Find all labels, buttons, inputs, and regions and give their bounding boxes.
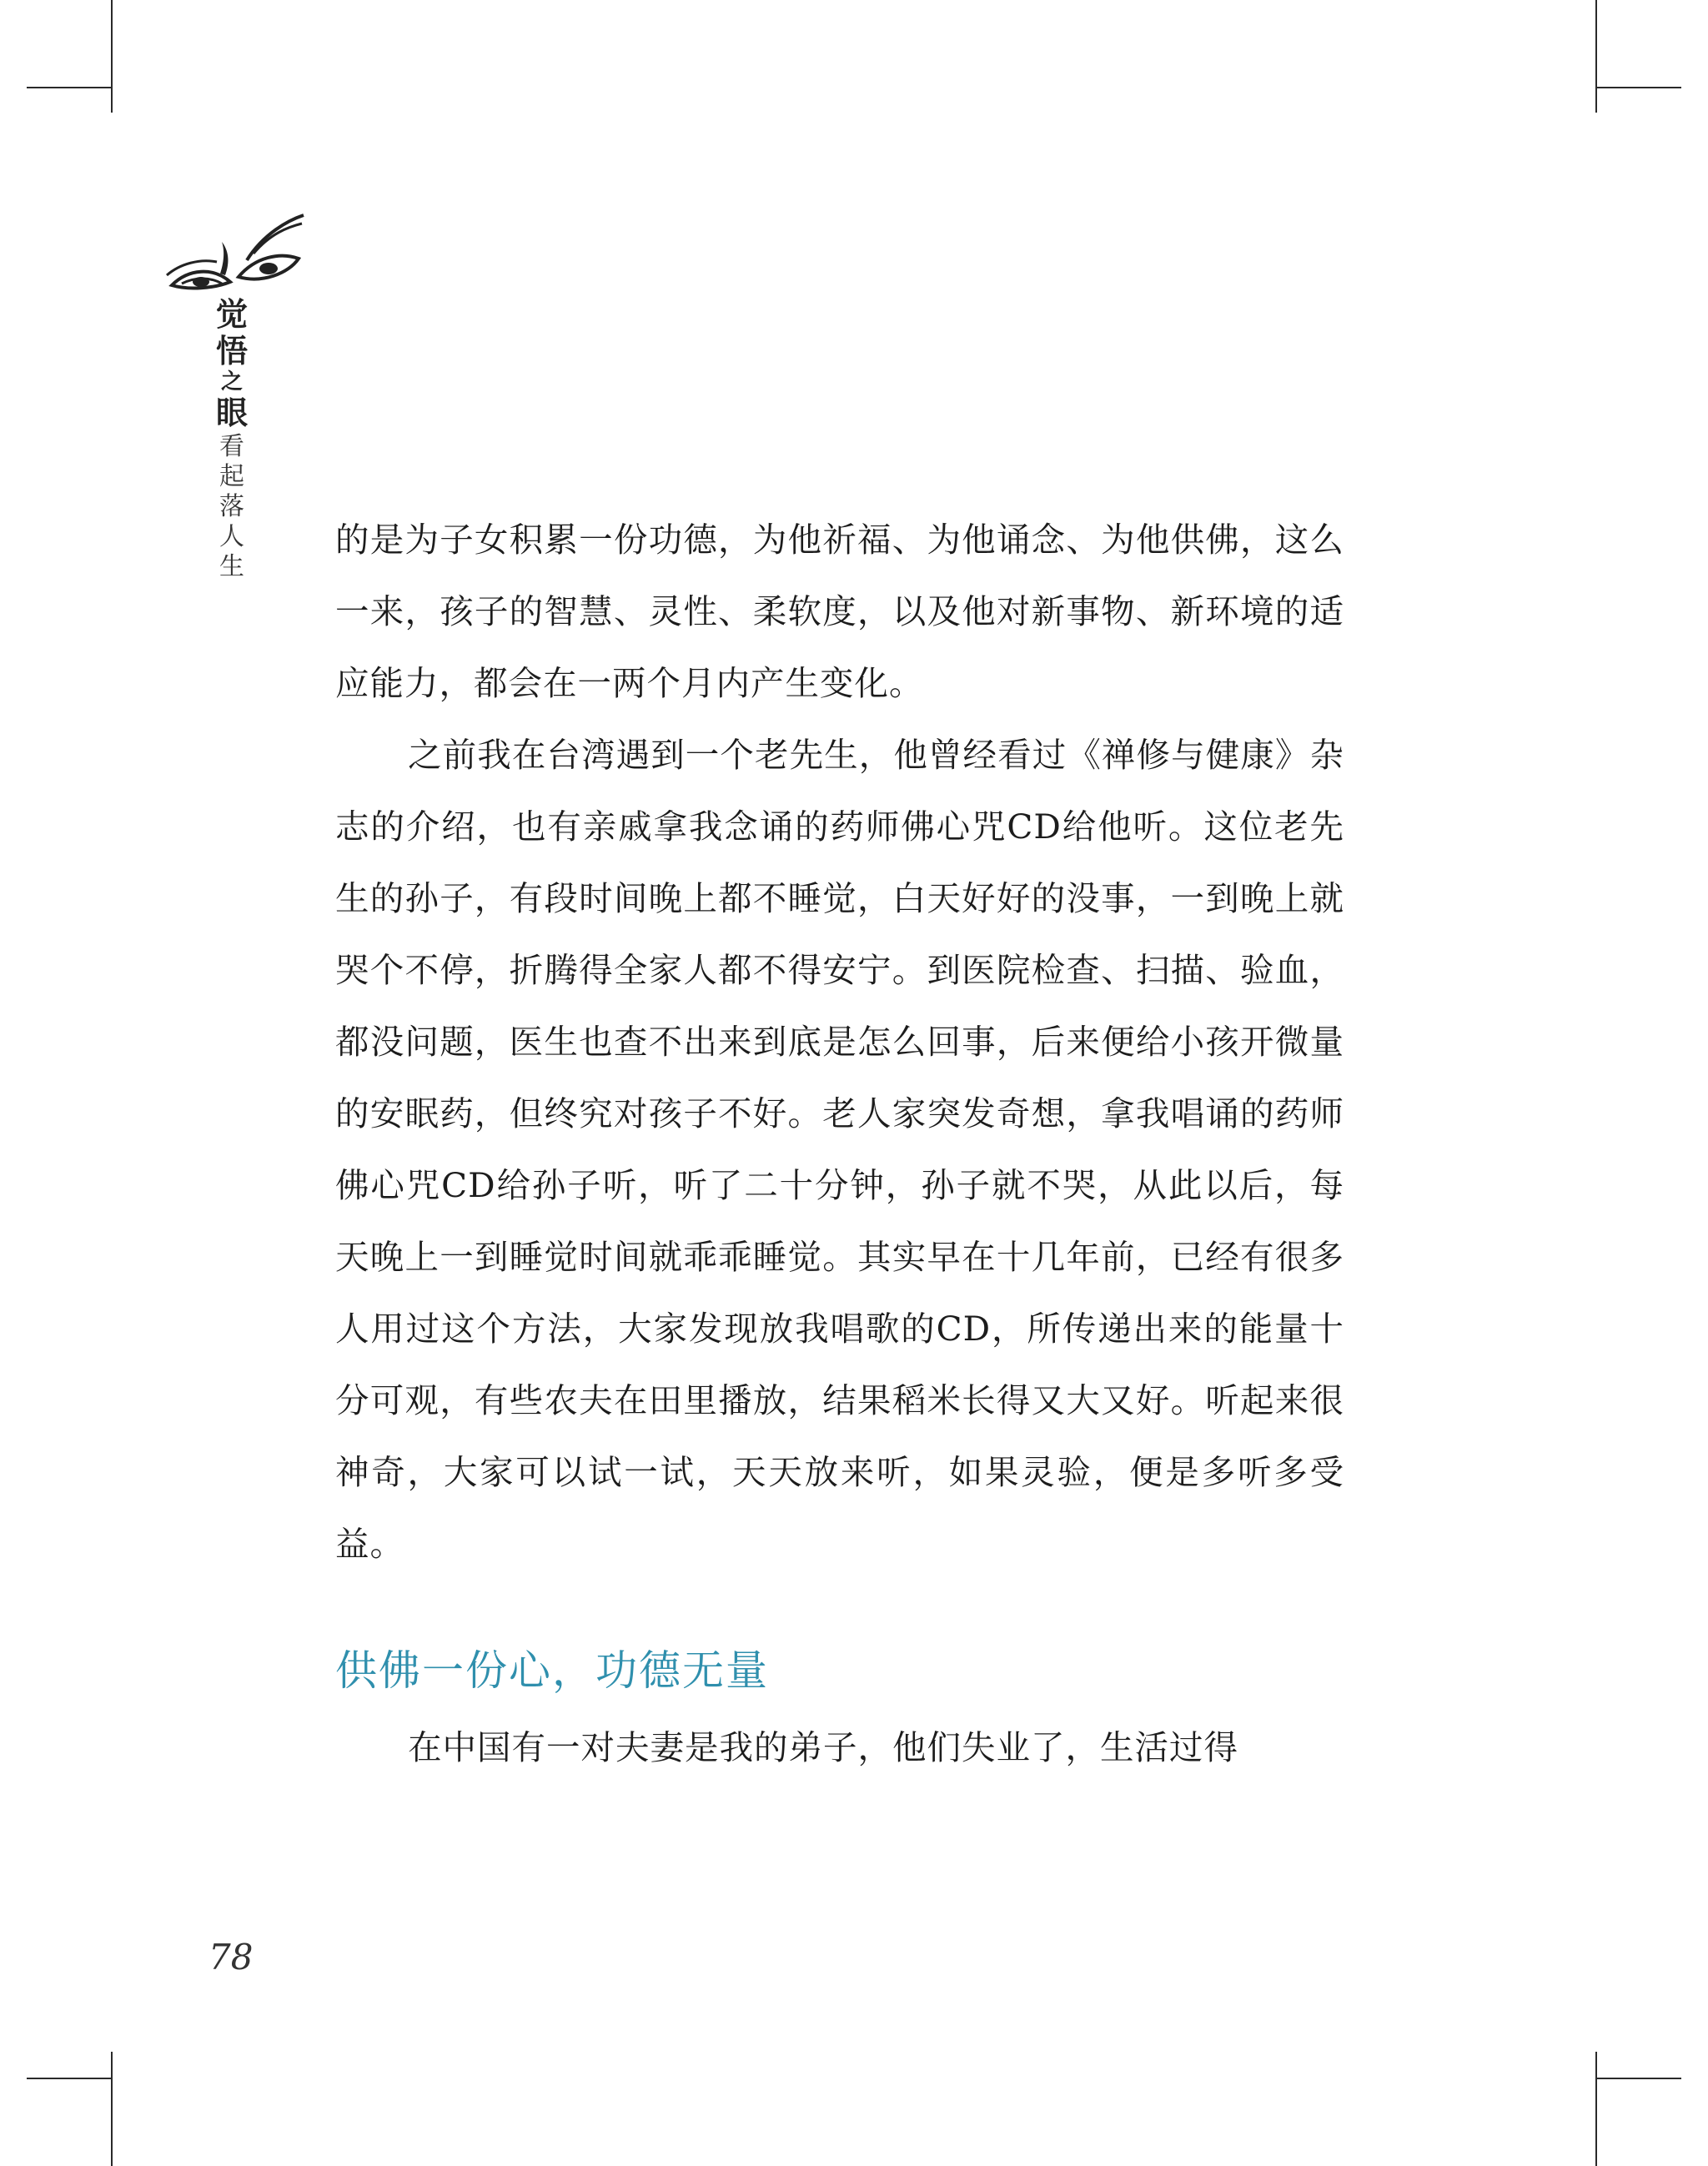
crop-mark-bottom-left-v [111,2052,113,2166]
paragraph: 之前我在台湾遇到一个老先生，他曾经看过《禅修与健康》杂志的介绍，也有亲戚拿我念诵的药师佛心咒CD给他听。这位老先生的孙子，有段时间晚上都不睡觉，白天好好的没事，一到晚上就哭个不停，折腾得全家人都不得安宁。到医院检查、扫描、验血，都没问题，医生也查不出来到底是怎么回事，后来便给小孩开微量的安眠药，但终究对孩子不好。老人家突发奇想，拿我唱诵的药师佛心咒CD给孙子听，听了二十分钟，孙子就不哭，从此以后，每天晚上一到睡觉时间就乖乖睡觉。其实早在十几年前，已经有很多人用过这个方法，大家发现放我唱歌的CD，所传递出来的能量十分可观，有些农夫在田里播放，结果稻米长得又大又好。听起来很神奇，大家可以试一试，天天放来听，如果灵验，便是多听多受益。 [335,735,1344,1564]
crop-mark-bottom-left-h [27,2078,113,2079]
book-title-char: 悟 [215,333,248,369]
book-title-char: 之 [220,369,243,395]
paragraph: 在中国有一对夫妻是我的弟子，他们失业了，生活过得 [408,1727,1239,1767]
buddha-eyes-icon [163,209,305,304]
section-body [335,1711,1344,1783]
page-number: 78 [208,1937,254,1978]
book-subtitle-char: 生 [219,552,244,581]
crop-mark-bottom-right-h [1595,2078,1681,2079]
book-subtitle-char: 起 [219,462,244,491]
book-subtitle-char: 看 [219,432,244,461]
section-heading: 供佛一份心，功德无量 [335,1646,769,1695]
crop-mark-top-left-h [27,87,113,88]
crop-mark-top-right-v [1595,0,1597,113]
book-title [207,296,257,581]
body-text [335,504,1344,1580]
crop-mark-bottom-right-v [1595,2052,1597,2166]
book-subtitle-char: 落 [219,492,244,521]
book-title-char: 觉 [215,296,248,333]
crop-mark-top-right-h [1595,87,1681,88]
book-title-char: 眼 [215,395,248,431]
book-subtitle-char: 人 [219,522,244,551]
crop-mark-top-left-v [111,0,113,113]
paragraph: 的是为子女积累一份功德，为他祈福、为他诵念、为他供佛，这么一来，孩子的智慧、灵性、柔软度，以及他对新事物、新环境的适应能力，都会在一两个月内产生变化。 [335,520,1344,703]
